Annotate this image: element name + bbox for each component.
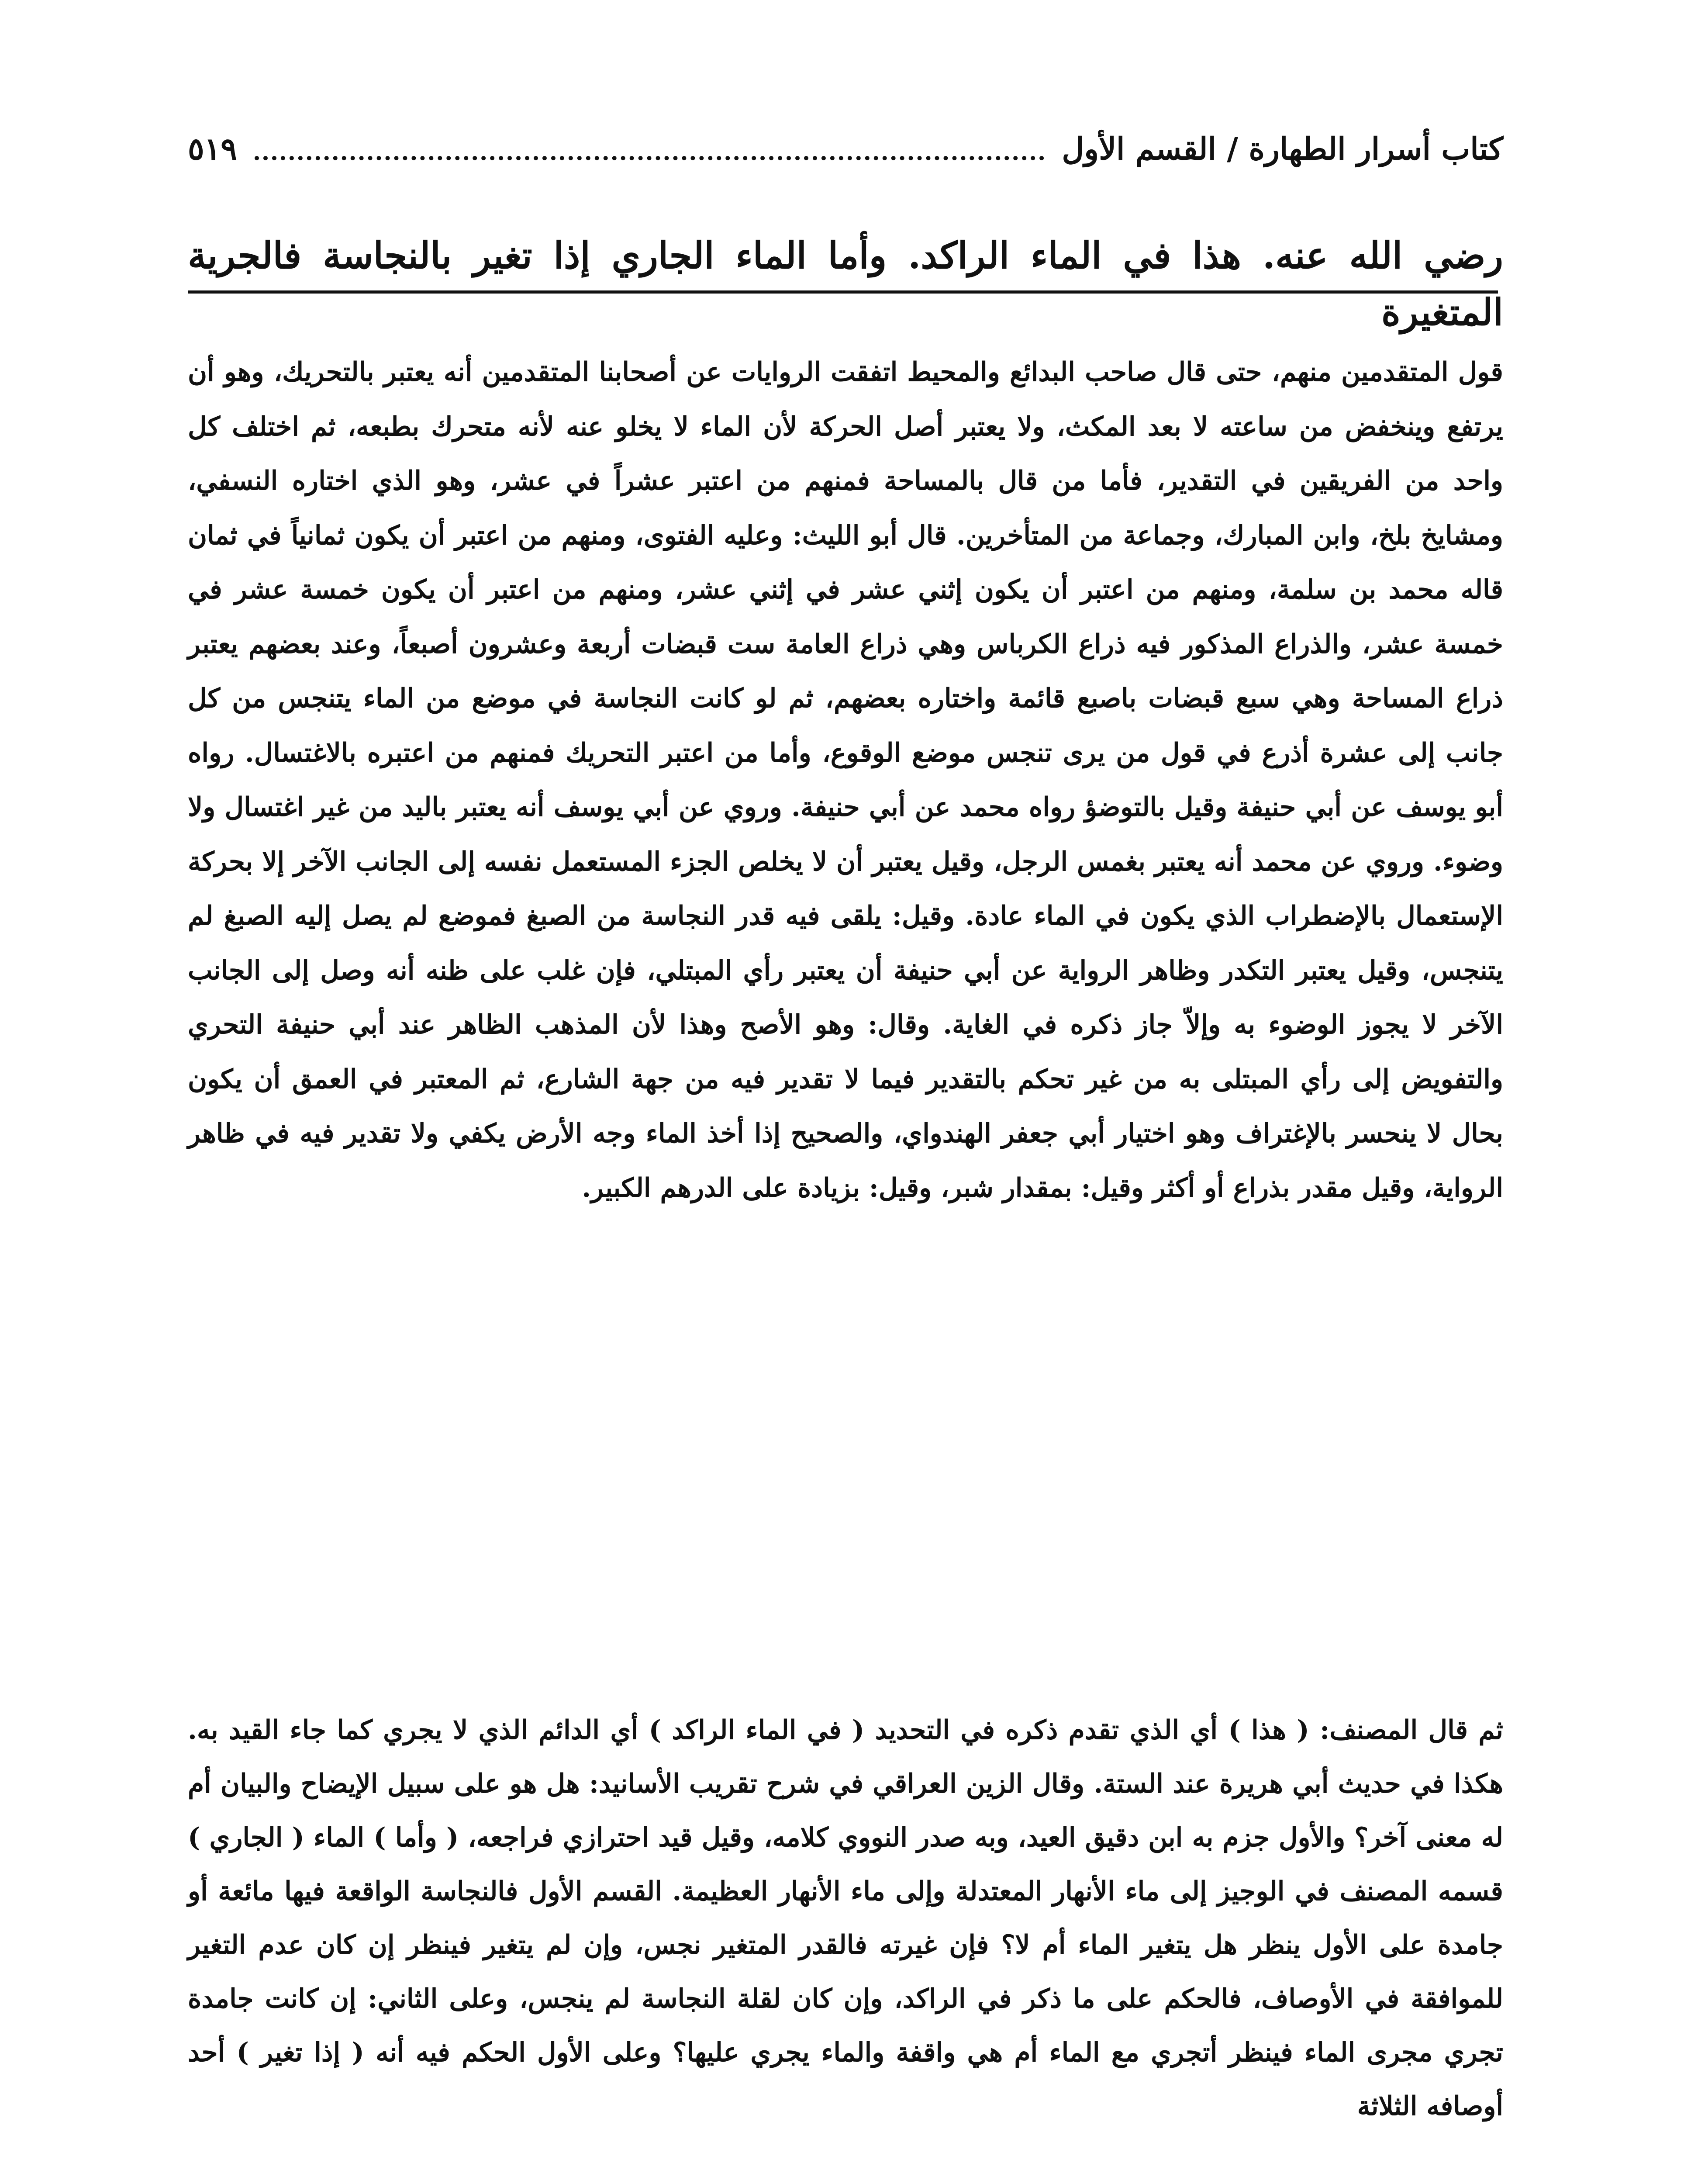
- quoted-phrase: ( إذا تغير ): [236, 2037, 364, 2068]
- sharh-text: أحد أوصافه الثلاثة: [188, 2037, 1503, 2122]
- quoted-phrase: ( هذا ): [1228, 1715, 1309, 1745]
- quoted-phrase: ( الجاري ): [188, 1822, 304, 1853]
- page-header: [188, 122, 1503, 175]
- main-text: رضي الله عنه. هذا في الماء الراكد. وأما الماء الجاري إذا تغير بالنجاسة فالجرية المتغيرة: [188, 234, 1503, 334]
- commentary-text: قول المتقدمين منهم، حتى قال صاحب البدائع والمحيط اتفقت الروايات عن أصحابنا المتقدمين أنه يعتبر بالتحريك، وهو أن يرتفع وينخفض من ساعته لا بعد المكث، ولا يعتبر أصل الحركة لأن الماء لا يخلو عنه لأنه متحرك بطبعه، ثم اختلف كل واحد من الفريقين في التقدير، فأما من قال بالمساحة فمنهم من اعتبر عشراً في عشر، وهو الذي اختاره النسفي، ومشايخ بلخ، وابن المبارك، وجماعة من المتأخرين. قال أبو الليث: وعليه الفتوى، ومنهم من اعتبر أن يكون ثمانياً في ثمان قاله محمد بن سلمة، ومنهم من اعتبر أن يكون إثني عشر في إثني عشر، ومنهم من اعتبر أن يكون خمسة عشر في خمسة عشر، والذراع المذكور فيه ذراع الكرباس وهي ذراع العامة ست قبضات أربعة وعشرون أصبعاً، وعند بعضهم يعتبر ذراع المساحة وهي سبع قبضات باصبع قائمة واختاره بعضهم، ثم لو كانت النجاسة في موضع من الماء يتنجس من كل جانب إلى عشرة أذرع في قول من يرى تنجس موضع الوقوع، وأما من اعتبر التحريك فمنهم من اعتبره بالاغتسال. رواه أبو يوسف عن أبي حنيفة وقيل بالتوضؤ رواه محمد عن أبي حنيفة. وروي عن أبي يوسف أنه يعتبر باليد من غير اغتسال ولا وضوء. وروي عن محمد أنه يعتبر بغمس الرجل، وقيل يعتبر أن لا يخلص الجزء المستعمل نفسه إلى الجانب الآخر إلا بحركة الإستعمال بالإضطراب الذي يكون في الماء عادة. وقيل: يلقى فيه قدر النجاسة من الصبغ فموضع لم يصل إليه الصبغ لم يتنجس، وقيل يعتبر التكدر وظاهر الرواية عن أبي حنيفة أن يعتبر رأي المبتلي، فإن غلب على ظنه أنه وصل إلى الجانب الآخر لا يجوز الوضوء به وإلاّ جاز ذكره في الغاية. وقال: وهو الأصح وهذا لأن المذهب الظاهر عند أبي حنيفة التحري والتفويض إلى رأي المبتلى به من غير تحكم بالتقدير فيما لا تقدير فيه من جهة الشارع، ثم المعتبر في العمق أن يكون بحال لا ينحسر بالإغتراف وهو اختيار أبي جعفر الهندواي، والصحيح إذا أخذ الماء وجه الأرض يكفي ولا تقدير فيه في ظاهر الرواية، وقيل مقدر بذراع أو أكثر وقيل: بمقدار شبر، وقيل: بزيادة على الدرهم الكبير.: [188, 357, 1503, 1203]
- page-number: ٥١٩: [188, 130, 237, 167]
- sharh-text: أي الدائم الذي لا يجري كما جاء القيد به. هكذا في حديث أبي هريرة عند الستة. وقال الزين العراقي في شرح تقريب الأسانيد: هل هو على سبيل الإيضاح والبيان أم له معنى آخر؟ والأول جزم به ابن دقيق العيد، وبه صدر النووي كلامه، وقيل قيد احترازي فراجعه،: [188, 1715, 1503, 1853]
- dotted-leader: [255, 156, 1045, 160]
- quoted-phrase: ( في الماء الراكد ): [649, 1715, 865, 1745]
- sharh-text: ثم قال المصنف:: [1309, 1715, 1504, 1745]
- separator-line: [188, 290, 1498, 294]
- quoted-phrase: ( وأما ): [373, 1822, 459, 1853]
- sharh-paragraph: [188, 1704, 1503, 2133]
- sharh-text: الماء: [304, 1822, 374, 1853]
- running-title: كتاب أسرار الطهارة / القسم الأول: [1062, 130, 1503, 167]
- sharh-text: أي الذي تقدم ذكره في التحديد: [864, 1715, 1229, 1745]
- sharh-text: قسمه المصنف في الوجيز إلى ماء الأنهار المعتدلة وإلى ماء الأنهار العظيمة. القسم الأول فالنجاسة الواقعة فيها مائعة أو جامدة على الأول ينظر هل يتغير الماء أم لا؟ فإن غيرته فالقدر المتغير نجس، وإن لم يتغير فينظر إن كان عدم التغير للموافقة في الأوصاف، فالحكم على ما ذكر في الراكد، وإن كان لقلة النجاسة لم ينجس، وعلى الثاني: إن كانت جامدة تجري مجرى الماء فينظر أتجري مع الماء أم هي واقفة والماء يجري عليها؟ وعلى الأول الحكم فيه أنه: [188, 1876, 1504, 2068]
